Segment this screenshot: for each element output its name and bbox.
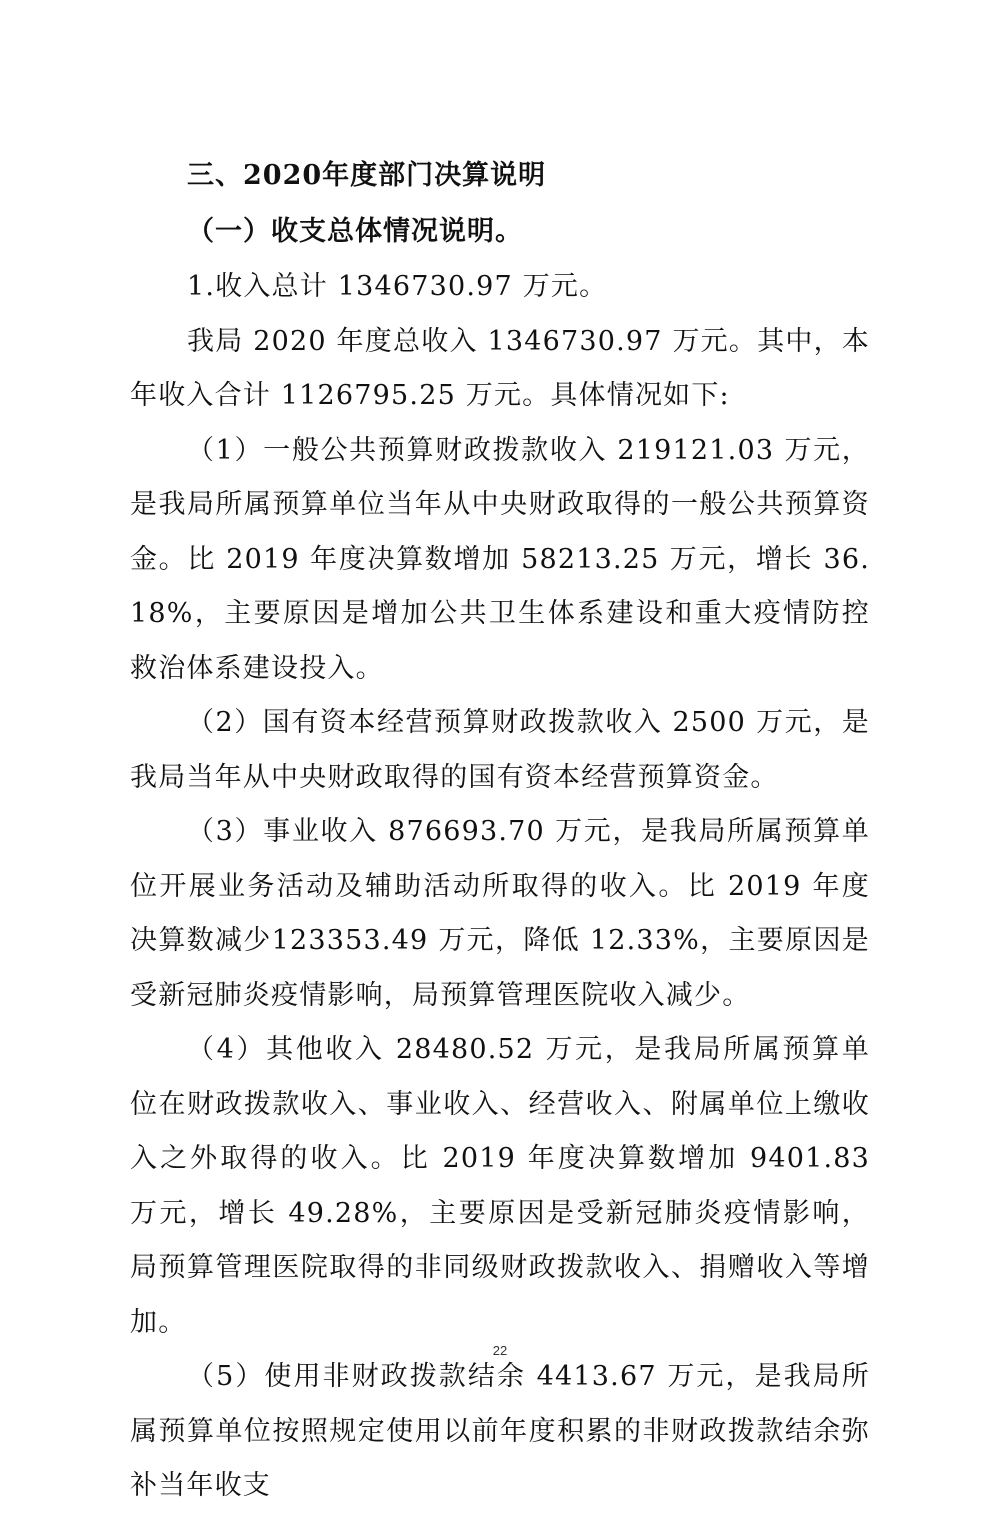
subsection-heading: （一）收支总体情况说明。 <box>187 216 523 247</box>
page-content <box>130 148 870 1514</box>
paragraph-other-income: （4）其他收入 28480.52 万元，是我局所属预算单位在财政拨款收入、事业收入、经营收入、附属单位上缴收入之外取得的收入。比 2019 年度决算数增加 9401.83 万元，增长 49.28%，主要原因是受新冠肺炎疫情影响，局预算管理医院取得的非同级财政拨款收入、捐赠收入等增加。 <box>130 1034 870 1338</box>
paragraph-state-capital-income: （2）国有资本经营预算财政拨款收入 2500 万元，是我局当年从中央财政取得的国有资本经营预算资金。 <box>130 707 870 793</box>
paragraph-business-income: （3）事业收入 876693.70 万元，是我局所属预算单位开展业务活动及辅助活动所取得的收入。比 2019 年度决算数减少123353.49 万元，降低 12.33%，主要原因是受新冠肺炎疫情影响，局预算管理医院收入减少。 <box>130 816 870 1011</box>
section-heading: 三、2020年度部门决算说明 <box>187 160 547 191</box>
page-number: 22 <box>492 1343 508 1358</box>
paragraph-income-total: 1.收入总计 1346730.97 万元。 <box>187 271 608 302</box>
paragraph-non-fiscal-balance: （5）使用非财政拨款结余 4413.67 万元，是我局所属预算单位按照规定使用以前年度积累的非财政拨款结余弥补当年收支 <box>130 1361 870 1501</box>
paragraph-income-summary: 我局 2020 年度总收入 1346730.97 万元。其中，本年收入合计 1126795.25 万元。具体情况如下: <box>130 325 870 411</box>
paragraph-general-budget-income: （1）一般公共预算财政拨款收入 219121.03 万元，是我局所属预算单位当年从中央财政取得的一般公共预算资金。比 2019 年度决算数增加 58213.25 万元，增长 36.18%，主要原因是增加公共卫生体系建设和重大疫情防控救治体系建设投入。 <box>130 434 870 684</box>
